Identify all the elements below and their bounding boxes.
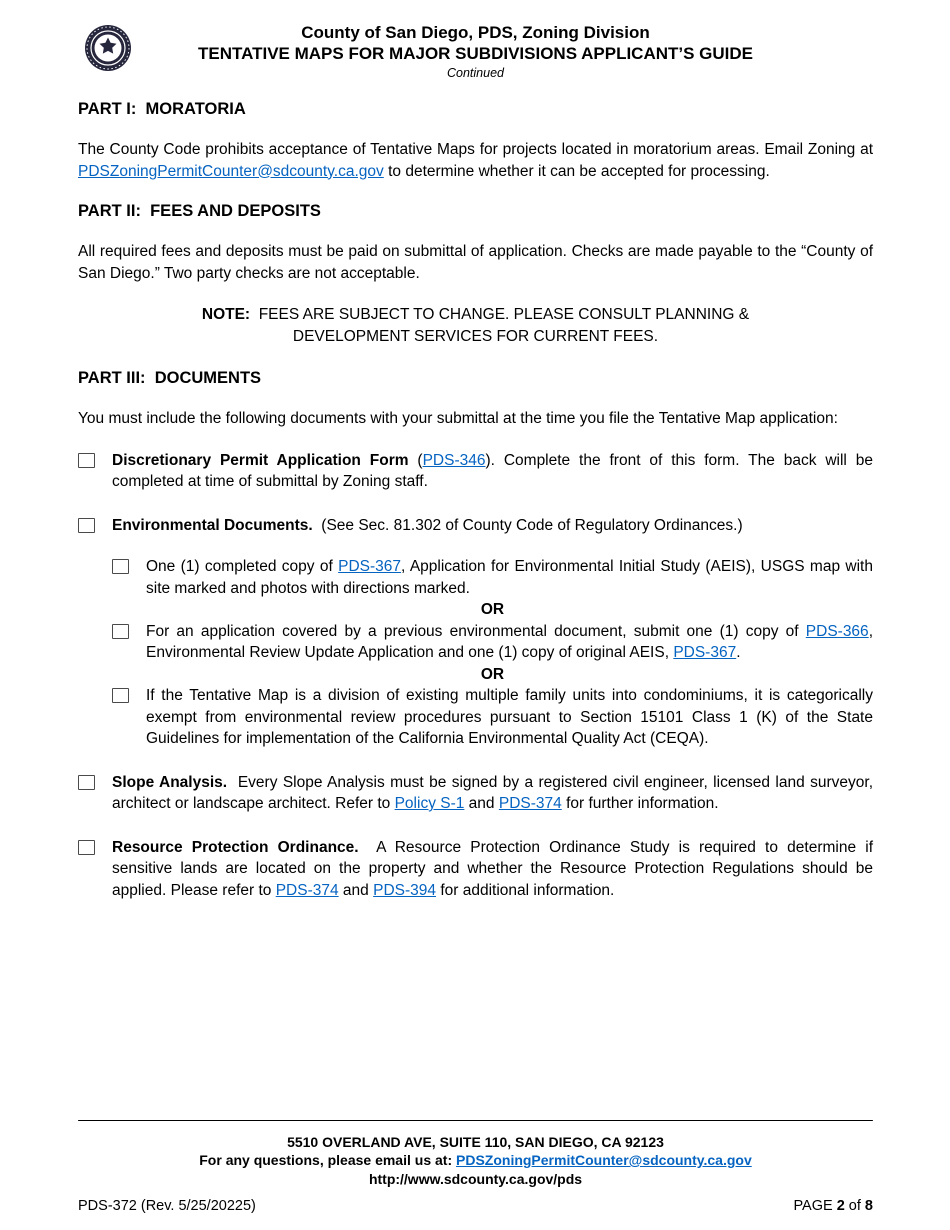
sub1-text <box>146 556 873 599</box>
part1-paragraph <box>78 139 873 182</box>
sub-item-aeis <box>112 556 873 599</box>
footer-divider <box>78 1120 873 1121</box>
page-indicator <box>793 1198 873 1214</box>
item3-post: for further information. <box>561 795 719 812</box>
checkbox-icon[interactable] <box>112 624 129 639</box>
item2-text <box>112 515 873 750</box>
pds-394-link[interactable]: PDS-394 <box>373 881 437 899</box>
item1-pre-link: ( <box>408 451 423 469</box>
pds-374-link[interactable]: PDS-374 <box>498 795 562 812</box>
footer-meta-row <box>78 1198 873 1214</box>
part1-text-after: to determine whether it can be accepted for processing. <box>383 162 770 180</box>
checkbox-icon[interactable] <box>78 775 95 790</box>
part2-paragraph: All required fees and deposits must be paid on submittal of application. Checks are made payable to the “County of San Diego.” Two party checks are not acceptable. <box>78 243 873 282</box>
note-text: FEES ARE SUBJECT TO CHANGE. PLEASE CONSULT PLANNING & DEVELOPMENT SERVICES FOR CURRENT FEES. <box>250 306 750 345</box>
pds-367-link[interactable]: PDS-367 <box>673 644 737 661</box>
item3-pre: Every Slope Analysis must be signed by a registered civil engineer, licensed land surveyor, architect or landscape architect. Refer to <box>112 773 873 812</box>
footer-questions-text: For any questions, please email us at: <box>199 1152 456 1168</box>
document-subtitle: TENTATIVE MAPS FOR MAJOR SUBDIVISIONS APPLICANT’S GUIDE <box>197 44 754 63</box>
or-separator: OR <box>480 665 505 683</box>
sub2-post: . <box>736 644 741 661</box>
item4-mid: and <box>338 881 374 899</box>
sub1-post: , Application for Environmental Initial Study (AEIS), USGS map with site marked and photos with directions marked. <box>146 558 873 597</box>
checkbox-icon[interactable] <box>78 453 95 468</box>
page-of: of <box>844 1198 865 1214</box>
note-label: NOTE: <box>201 306 251 323</box>
item1-text <box>112 450 873 493</box>
sub-item-condominium-exemption <box>112 685 873 750</box>
item4-title: Resource Protection Ordinance. <box>112 838 359 856</box>
sub2-text <box>146 621 873 664</box>
part2-heading: PART II: FEES AND DEPOSITS <box>78 202 321 220</box>
item3-text <box>112 772 873 815</box>
page-current: 2 <box>836 1198 845 1214</box>
header-text <box>78 22 873 82</box>
item3-mid: and <box>464 795 499 812</box>
document-title: County of San Diego, PDS, Zoning Division <box>301 23 650 42</box>
checkbox-icon[interactable] <box>112 688 129 703</box>
item4-post: for additional information. <box>436 881 615 899</box>
pds-374-link[interactable]: PDS-374 <box>275 881 339 899</box>
checkbox-icon[interactable] <box>78 840 95 855</box>
sub-item-previous-environmental <box>112 621 873 664</box>
zoning-email-link[interactable]: PDSZoningPermitCounter@sdcounty.ca.gov <box>78 162 384 180</box>
part1-heading: PART I: MORATORIA <box>78 100 246 118</box>
or-separator: OR <box>480 601 505 618</box>
part1-text-before: The County Code prohibits acceptance of Tentative Maps for projects located in moratorium areas. Email Zoning at <box>78 141 873 158</box>
pds-367-link[interactable]: PDS-367 <box>338 558 402 575</box>
item2-subtitle: (See Sec. 81.302 of County Code of Regulatory Ordinances.) <box>312 516 743 534</box>
document-footer <box>78 1120 873 1215</box>
pds-346-link[interactable]: PDS-346 <box>422 451 486 469</box>
item3-title: Slope Analysis. <box>112 773 228 791</box>
checklist-item-slope-analysis <box>78 772 873 815</box>
policy-s1-link[interactable]: Policy S-1 <box>394 795 465 812</box>
footer-address: 5510 OVERLAND AVE, SUITE 110, SAN DIEGO, CA 92123 <box>287 1133 664 1150</box>
footer-contact-block <box>78 1133 873 1189</box>
checklist-item-resource-protection <box>78 837 873 902</box>
fees-note <box>186 304 766 347</box>
county-seal-icon <box>84 24 132 72</box>
document-header <box>78 22 873 82</box>
page-total: 8 <box>864 1198 873 1214</box>
environmental-sub-list <box>112 556 873 750</box>
sub2-pre: For an application covered by a previous environmental document, submit one (1) copy of <box>146 622 806 640</box>
continued-label: Continued <box>447 66 504 80</box>
pds-366-link[interactable]: PDS-366 <box>805 622 869 640</box>
checklist-item-environmental-documents <box>78 515 873 750</box>
footer-url: http://www.sdcounty.ca.gov/pds <box>368 1170 583 1187</box>
sub1-pre: One (1) completed copy of <box>146 558 339 575</box>
footer-email-link[interactable]: PDSZoningPermitCounter@sdcounty.ca.gov <box>456 1152 752 1168</box>
item2-title: Environmental Documents. <box>112 516 313 534</box>
page-label: PAGE <box>793 1198 837 1214</box>
item4-pre: A Resource Protection Ordinance Study is required to determine if sensitive lands are located on the property and whether the Resource Protection Regulations should be applied. Please refer to <box>112 838 873 899</box>
checkbox-icon[interactable] <box>112 559 129 574</box>
part3-intro: You must include the following documents with your submittal at the time you file the Tentative Map application: <box>78 410 838 427</box>
part3-heading: PART III: DOCUMENTS <box>78 369 262 387</box>
document-number: PDS-372 (Rev. 5/25/20225) <box>78 1198 256 1214</box>
sub3-text: If the Tentative Map is a division of existing multiple family units into condominiums, it is categorically exempt from environmental review procedures pursuant to Section 15101 Class 1 (K) of the State Guidelines for implementation of the California Environmental Quality Act (CEQA). <box>146 687 873 747</box>
item4-text <box>112 837 873 902</box>
item1-title: Discretionary Permit Application Form <box>112 451 409 469</box>
checkbox-icon[interactable] <box>78 518 95 533</box>
footer-questions-line <box>78 1151 873 1170</box>
checklist-item-discretionary-permit <box>78 450 873 493</box>
item1-post-link: ). Complete the front of this form. The back will be completed at time of submittal by Zoning staff. <box>112 451 873 490</box>
sub2-mid: , Environmental Review Update Application and one (1) copy of original AEIS, <box>146 622 873 661</box>
